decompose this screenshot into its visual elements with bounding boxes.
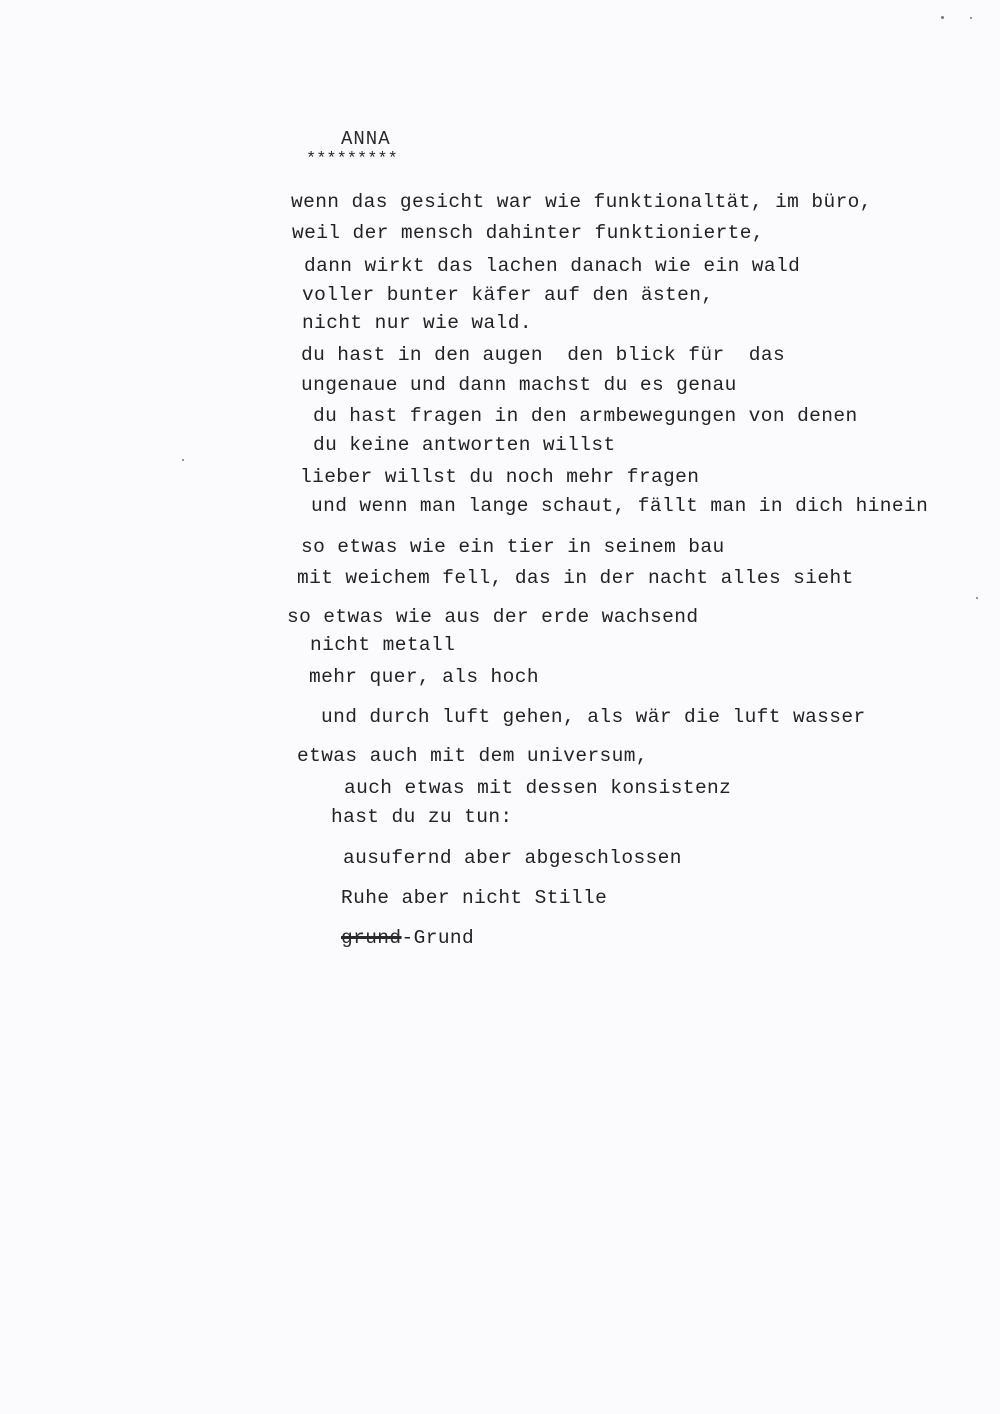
title-underline-asterisks: ********* xyxy=(306,150,398,169)
poem-line: weil der mensch dahinter funktionierte, xyxy=(292,222,764,244)
paper-speck xyxy=(182,459,184,461)
poem-line: lieber willst du noch mehr fragen xyxy=(300,466,700,488)
poem-title: ANNA xyxy=(341,128,391,150)
poem-line: ungenaue und dann machst du es genau xyxy=(301,374,737,396)
poem-line: etwas auch mit dem universum, xyxy=(297,745,648,767)
poem-line: hast du zu tun: xyxy=(331,806,513,828)
poem-line: du keine antworten willst xyxy=(313,434,616,456)
poem-line: auch etwas mit dessen konsistenz xyxy=(344,777,732,799)
poem-line: so etwas wie aus der erde wachsend xyxy=(287,606,699,628)
poem-line: dann wirkt das lachen danach wie ein wald xyxy=(304,255,801,277)
poem-line: mehr quer, als hoch xyxy=(309,666,539,688)
corrected-word: -Grund xyxy=(401,927,475,949)
paper-speck xyxy=(976,597,978,599)
poem-line: mit weichem fell, das in der nacht alles sieht xyxy=(297,567,854,589)
poem-line: nicht metall xyxy=(310,634,456,656)
poem-line: wenn das gesicht war wie funktionaltät, im büro, xyxy=(291,191,872,213)
poem-line: du hast fragen in den armbewegungen von denen xyxy=(313,405,858,427)
poem-line: Ruhe aber nicht Stille xyxy=(341,887,608,909)
poem-line: so etwas wie ein tier in seinem bau xyxy=(301,536,725,558)
poem-final-line xyxy=(341,927,474,949)
poem-line: und durch luft gehen, als wär die luft wasser xyxy=(321,706,866,728)
struck-out-word: grund xyxy=(341,927,402,949)
poem-line: nicht nur wie wald. xyxy=(302,312,532,334)
paper-speck xyxy=(941,16,944,19)
poem-line: du hast in den augen den blick für das xyxy=(301,344,786,366)
poem-line: und wenn man lange schaut, fällt man in dich hinein xyxy=(311,495,929,517)
poem-line: ausufernd aber abgeschlossen xyxy=(343,847,682,869)
poem-line: voller bunter käfer auf den ästen, xyxy=(302,284,714,306)
paper-speck xyxy=(970,17,972,19)
